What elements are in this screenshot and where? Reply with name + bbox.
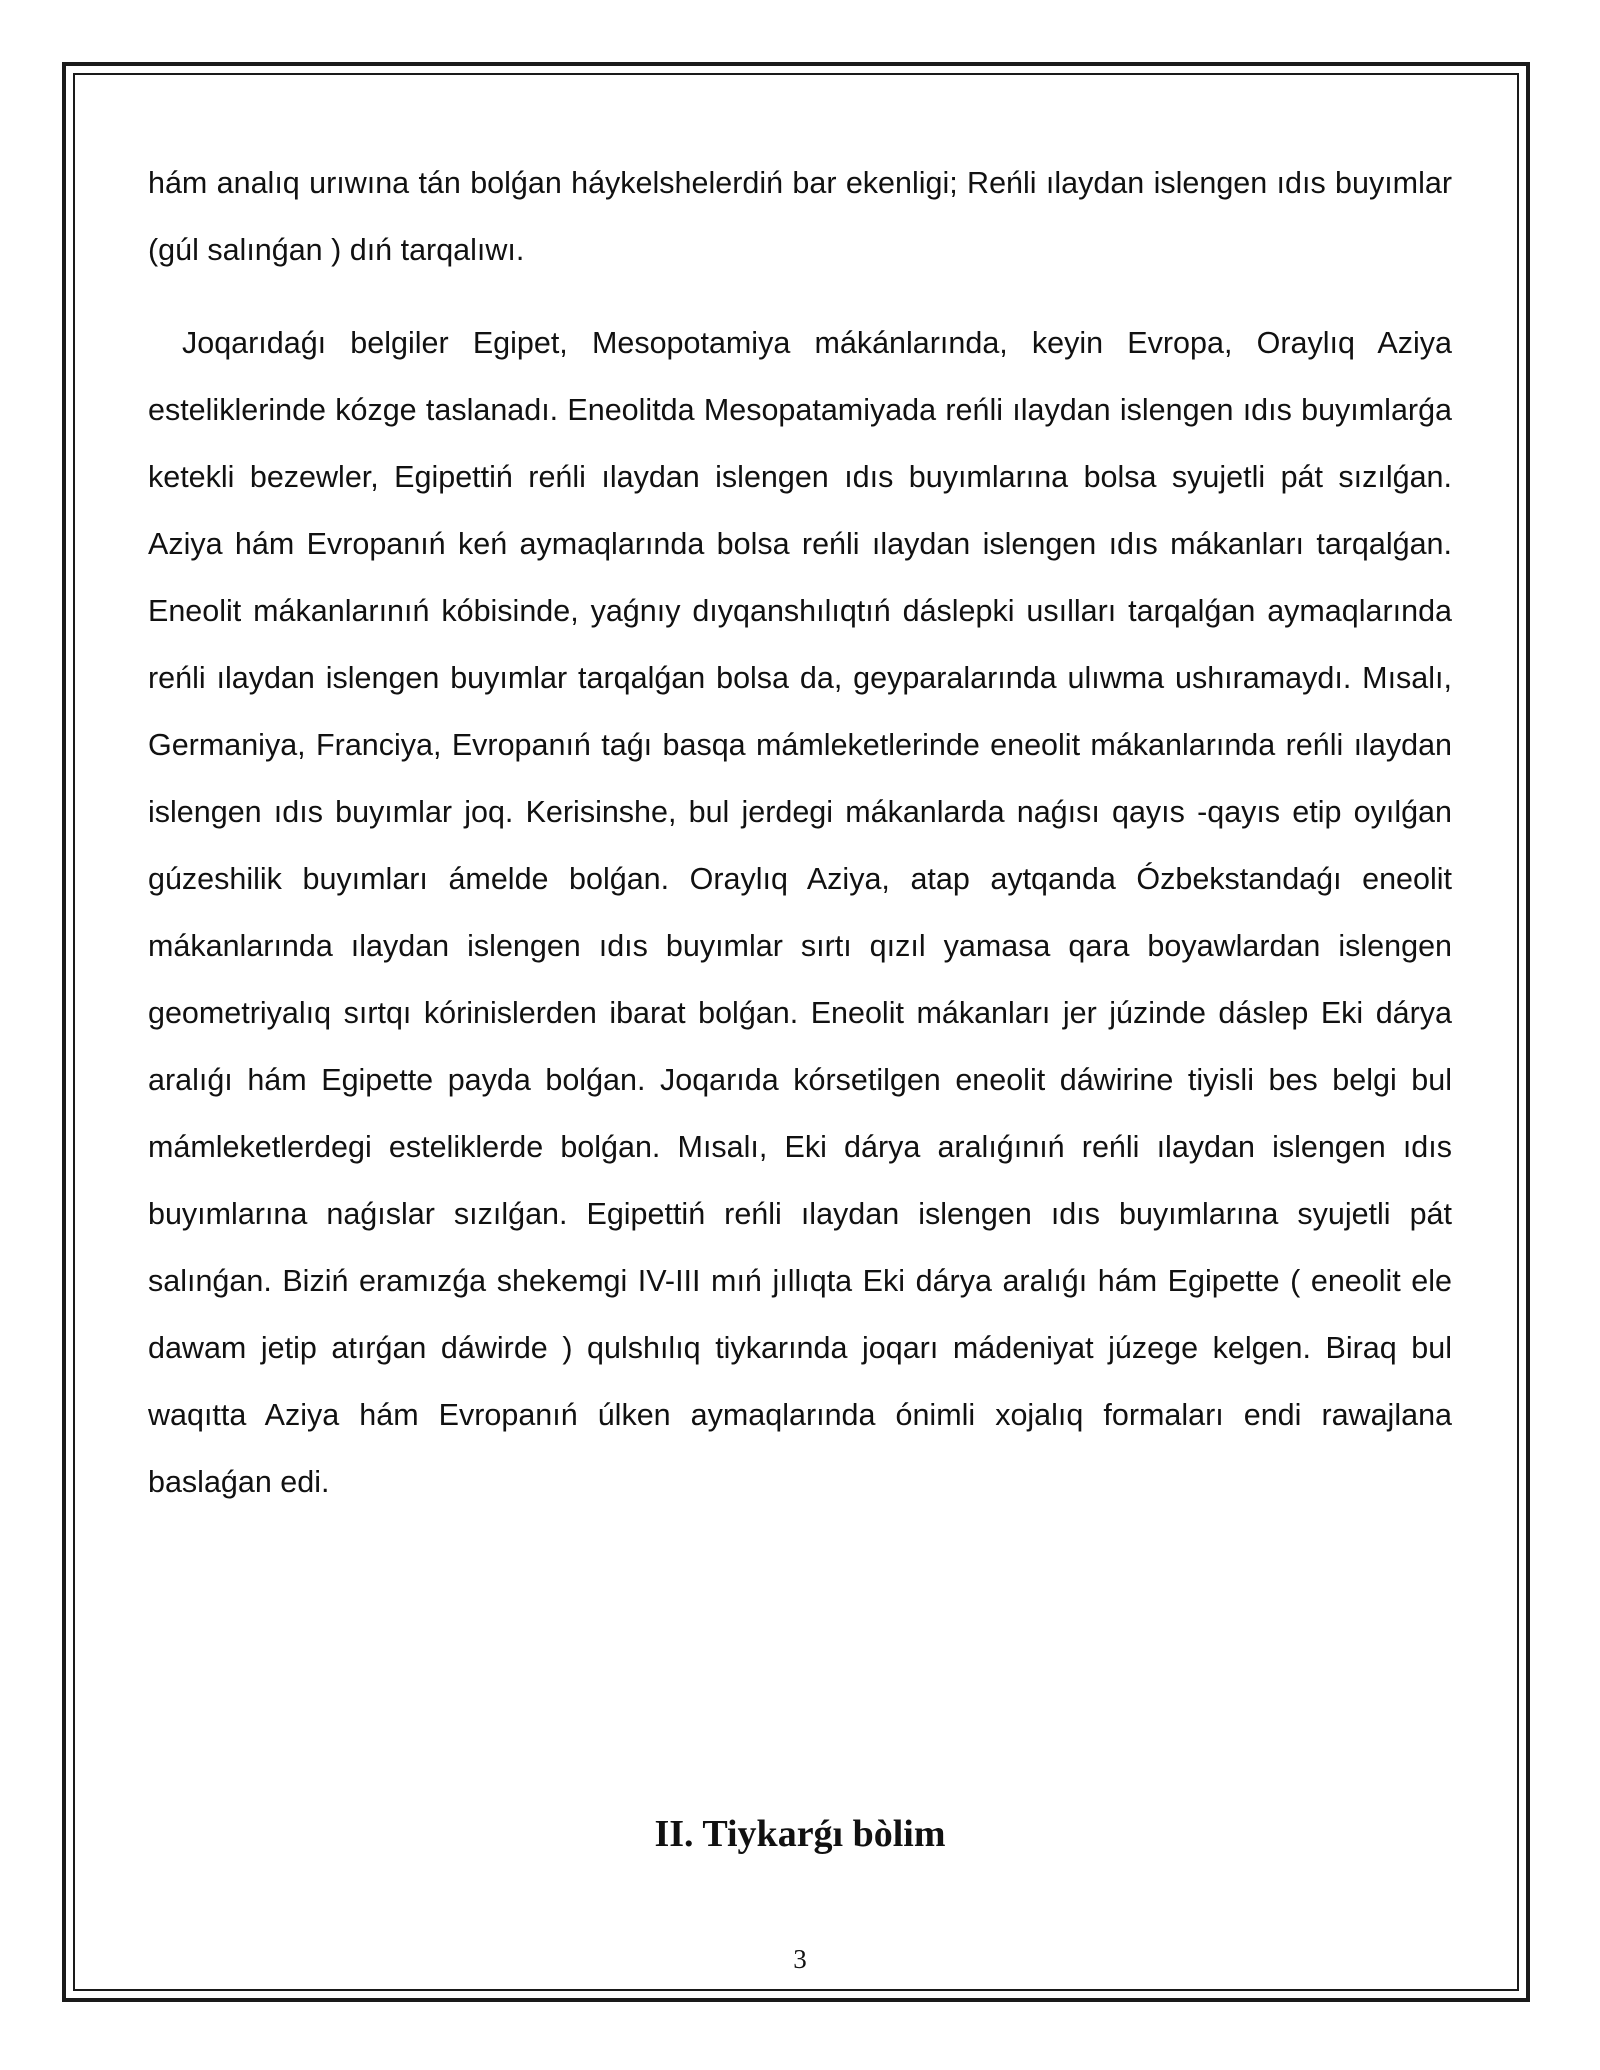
document-body (148, 150, 1452, 1516)
paragraph: Joqarıdaǵı belgiler Egipet, Mesopotamiya mákánlarında, keyin Evropa, Oraylıq Aziya esteliklerinde kózge taslanadı. Eneolitda Mesopatamiyada reńli ılaydan islengen ıdıs buyımlarǵa ketekli bezewler, Egipettiń reńli ılaydan islengen ıdıs buyımlarına bolsa syujetli pát sızılǵan. Aziya hám Evropanıń keń aymaqlarında bolsa reńli ılaydan islengen ıdıs mákanları tarqalǵan. Eneolit mákanlarınıń kóbisinde, yaǵnıy dıyqanshılıqtıń dáslepki usılları tarqalǵan aymaqlarında reńli ılaydan islengen buyımlar tarqalǵan bolsa da, geyparalarında ulıwma ushıramaydı. Mısalı, Germaniya, Franciya, Evropanıń taǵı basqa mámleketlerinde eneolit mákanlarında reńli ılaydan islengen ıdıs buyımlar joq. Kerisinshe, bul jerdegi mákanlarda naǵısı qayıs -qayıs etip oyılǵan gúzeshilik buyımları ámelde bolǵan. Oraylıq Aziya, atap aytqanda Ózbekstandaǵı eneolit mákanlarında ılaydan islengen ıdıs buyımlar sırtı qızıl yamasa qara boyawlardan islengen geometriyalıq sırtqı kórinislerden ibarat bolǵan. Eneolit mákanları jer júzinde dáslep Eki dárya aralıǵı hám Egipette payda bolǵan. Joqarıda kórsetilgen eneolit dáwirine tiyisli bes belgi bul mámleketlerdegi esteliklerde bolǵan. Mısalı, Eki dárya aralıǵınıń reńli ılaydan islengen ıdıs buyımlarına naǵıslar sızılǵan. Egipettiń reńli ılaydan islengen ıdıs buyımlarına syujetli pát salınǵan. Biziń eramızǵa shekemgi IV-III mıń jıllıqta Eki dárya aralıǵı hám Egipette ( eneolit ele dawam jetip atırǵan dáwirde ) qulshılıq tiykarında joqarı mádeniyat júzege kelgen. Biraq bul waqıtta Aziya hám Evropanıń úlken aymaqlarında ónimli xojalıq formaları endi rawajlana baslaǵan edi. (148, 326, 1452, 1499)
section-heading: II. Tiykarǵı bòlim (654, 1813, 946, 1855)
page-number: 3 (793, 1944, 807, 1974)
paragraph: hám analıq urıwına tán bolǵan háykelshelerdiń bar ekenligi; Reńli ılaydan islengen ıdıs buyımlar (gúl salınǵan ) dıń tarqalıwı. (148, 166, 1452, 267)
